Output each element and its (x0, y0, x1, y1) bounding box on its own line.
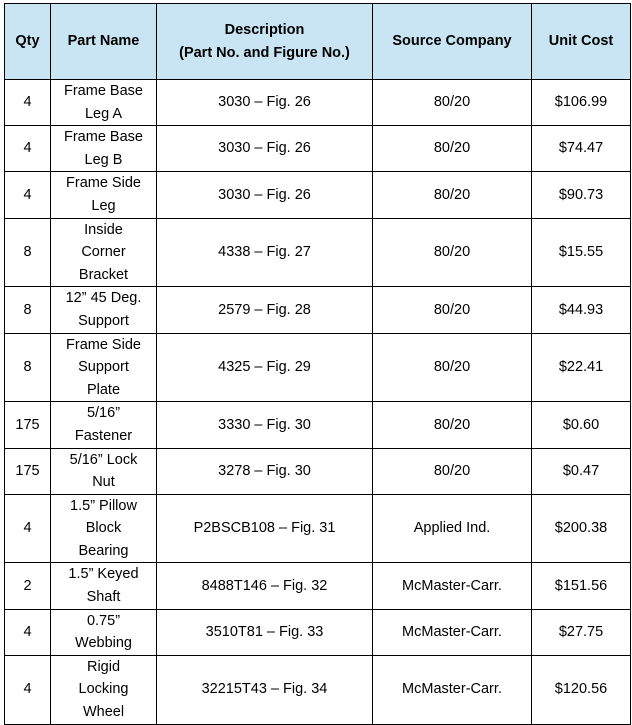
cell-qty: 4 (5, 80, 51, 126)
table-row (5, 655, 631, 724)
cell-source-company: 80/20 (373, 126, 532, 172)
cell-description: 8488T146 – Fig. 32 (157, 563, 373, 609)
cell-unit-cost: $151.56 (532, 563, 631, 609)
cell-source-company: McMaster-Carr. (373, 563, 532, 609)
cell-qty: 4 (5, 655, 51, 724)
cell-qty: 4 (5, 172, 51, 218)
cell-part-name: 1.5” Pillow Block Bearing (51, 494, 157, 563)
cell-source-company: 80/20 (373, 448, 532, 494)
cell-description: 4325 – Fig. 29 (157, 333, 373, 402)
cell-unit-cost: $0.47 (532, 448, 631, 494)
cell-description: 3030 – Fig. 26 (157, 126, 373, 172)
cell-qty: 4 (5, 609, 51, 655)
cell-part-name: Inside Corner Bracket (51, 218, 157, 287)
cell-part-name: 5/16” Fastener (51, 402, 157, 448)
cell-part-name: Rigid Locking Wheel (51, 655, 157, 724)
header-description-title: Description (224, 21, 305, 38)
cell-unit-cost: $120.56 (532, 655, 631, 724)
header-description-subtitle: (Part No. and Figure No.) (179, 44, 350, 61)
cell-description: 2579 – Fig. 28 (157, 287, 373, 333)
table-row (5, 80, 631, 126)
cell-source-company: 80/20 (373, 172, 532, 218)
cell-source-company: 80/20 (373, 80, 532, 126)
cell-source-company: McMaster-Carr. (373, 609, 532, 655)
table-row (5, 494, 631, 563)
cell-unit-cost: $74.47 (532, 126, 631, 172)
table-row (5, 448, 631, 494)
cell-qty: 4 (5, 494, 51, 563)
cell-qty: 175 (5, 402, 51, 448)
table-row (5, 402, 631, 448)
cell-qty: 2 (5, 563, 51, 609)
cell-part-name: Frame Base Leg B (51, 126, 157, 172)
table-row (5, 609, 631, 655)
table-row (5, 563, 631, 609)
cell-part-name: 5/16” Lock Nut (51, 448, 157, 494)
cell-source-company: 80/20 (373, 333, 532, 402)
header-qty: Qty (5, 4, 51, 80)
cell-description: 3278 – Fig. 30 (157, 448, 373, 494)
cell-description: 3030 – Fig. 26 (157, 172, 373, 218)
cell-description: 3510T81 – Fig. 33 (157, 609, 373, 655)
cell-source-company: 80/20 (373, 287, 532, 333)
cell-qty: 8 (5, 287, 51, 333)
header-source-company: Source Company (373, 4, 532, 80)
table-row (5, 218, 631, 287)
cell-description: P2BSCB108 – Fig. 31 (157, 494, 373, 563)
cell-unit-cost: $106.99 (532, 80, 631, 126)
cell-part-name: 0.75” Webbing (51, 609, 157, 655)
cell-unit-cost: $22.41 (532, 333, 631, 402)
cell-source-company: McMaster-Carr. (373, 655, 532, 724)
cell-source-company: Applied Ind. (373, 494, 532, 563)
header-unit-cost: Unit Cost (532, 4, 631, 80)
cell-part-name: 1.5” Keyed Shaft (51, 563, 157, 609)
parts-table (4, 3, 631, 725)
cell-part-name: 12” 45 Deg. Support (51, 287, 157, 333)
cell-qty: 175 (5, 448, 51, 494)
table-row (5, 287, 631, 333)
cell-qty: 4 (5, 126, 51, 172)
cell-description: 3330 – Fig. 30 (157, 402, 373, 448)
cell-source-company: 80/20 (373, 218, 532, 287)
cell-source-company: 80/20 (373, 402, 532, 448)
header-part-name: Part Name (51, 4, 157, 80)
cell-unit-cost: $27.75 (532, 609, 631, 655)
cell-description: 4338 – Fig. 27 (157, 218, 373, 287)
header-description (157, 4, 373, 80)
cell-description: 3030 – Fig. 26 (157, 80, 373, 126)
header-row (5, 4, 631, 80)
cell-unit-cost: $44.93 (532, 287, 631, 333)
cell-part-name: Frame Base Leg A (51, 80, 157, 126)
cell-unit-cost: $15.55 (532, 218, 631, 287)
table-row (5, 172, 631, 218)
table-row (5, 126, 631, 172)
cell-unit-cost: $0.60 (532, 402, 631, 448)
cell-qty: 8 (5, 218, 51, 287)
cell-part-name: Frame Side Leg (51, 172, 157, 218)
table-row (5, 333, 631, 402)
cell-qty: 8 (5, 333, 51, 402)
cell-unit-cost: $90.73 (532, 172, 631, 218)
cell-unit-cost: $200.38 (532, 494, 631, 563)
cell-part-name: Frame Side Support Plate (51, 333, 157, 402)
cell-description: 32215T43 – Fig. 34 (157, 655, 373, 724)
